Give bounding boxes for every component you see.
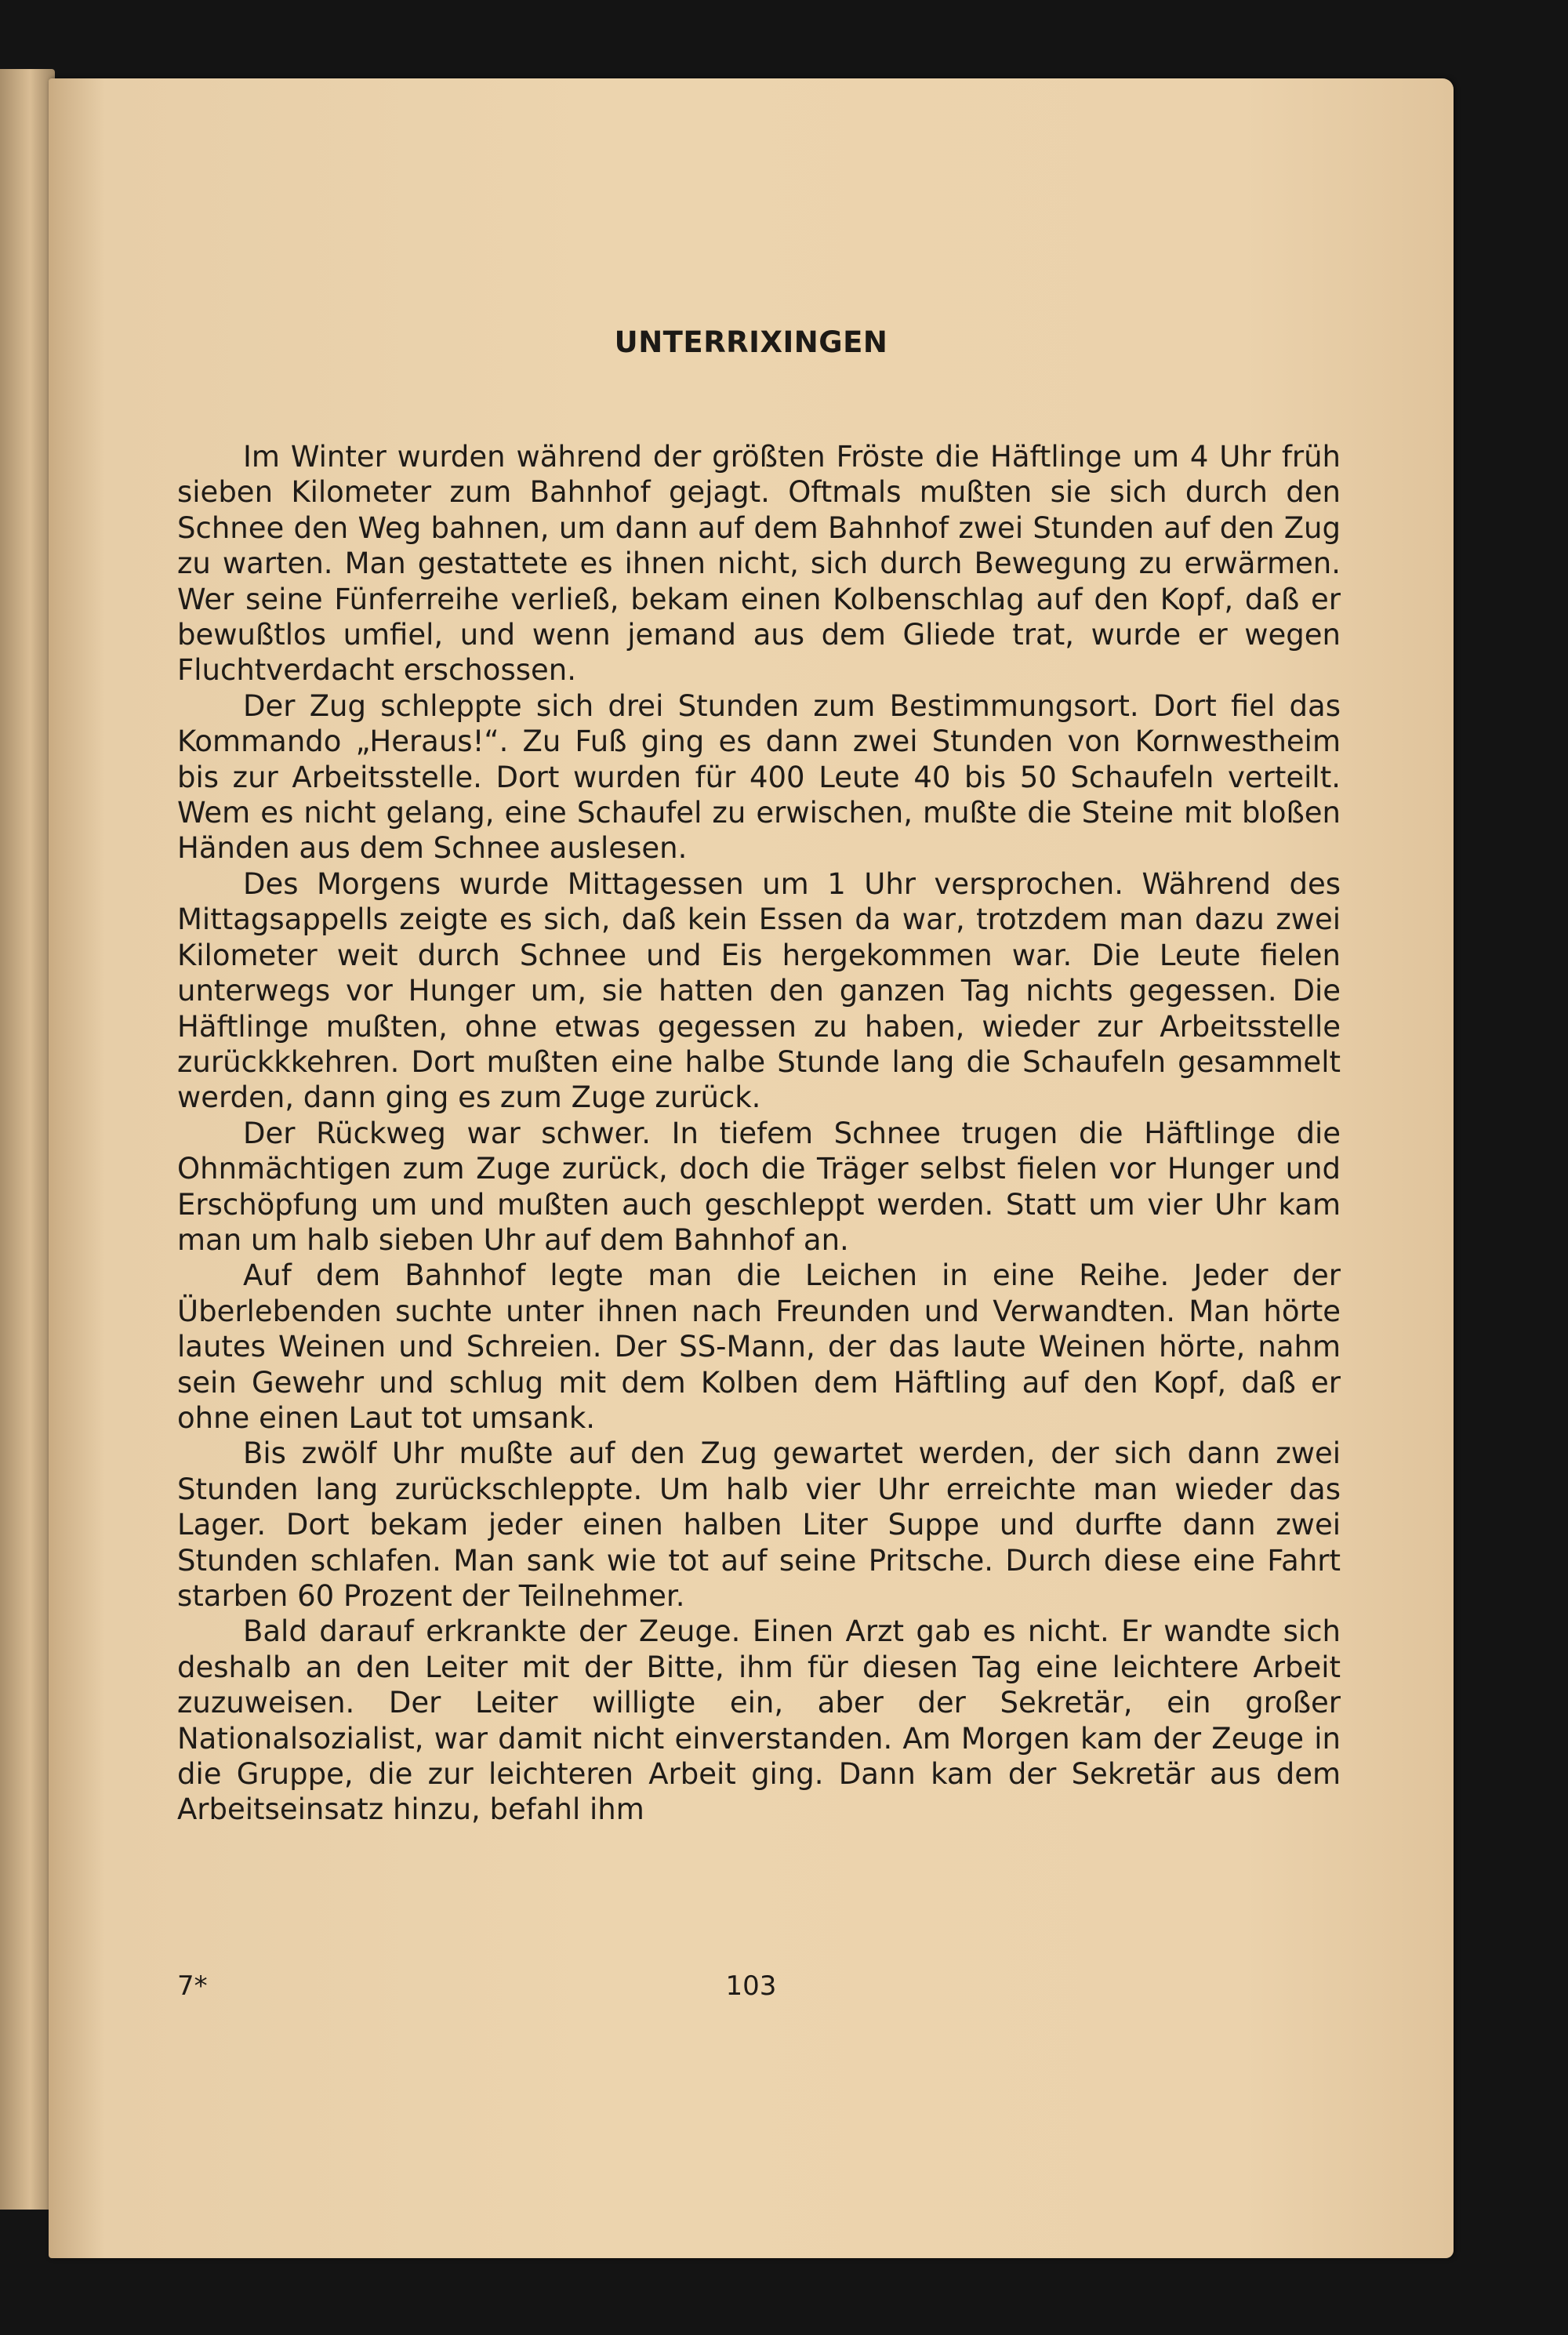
signature-mark: 7* xyxy=(177,1970,208,2002)
paragraph: Der Rückweg war schwer. In tiefem Schnee trugen die Häftlinge die Ohnmächtigen zum Zuge zurück, doch die Träger selbst fielen vor Hunger und Erschöpfung um und mußten auch geschleppt werden. Statt um vier Uhr kam man um halb sieben Uhr auf dem Bahnhof an. xyxy=(177,1116,1341,1257)
paragraph: Der Zug schleppte sich drei Stunden zum Bestimmungsort. Dort fiel das Kommando „Heraus!“. Zu Fuß ging es dann zwei Stunden von Kornwestheim bis zur Arbeitsstelle. Dort wurden für 400 Leute 40 bis 50 Schaufeln verteilt. Wem es nicht gelang, eine Schaufel zu erwischen, mußte die Steine mit bloßen Händen aus dem Schnee auslesen. xyxy=(177,688,1341,866)
paragraph: Bis zwölf Uhr mußte auf den Zug gewartet werden, der sich dann zwei Stunden lang zurückschleppte. Um halb vier Uhr erreichte man wieder das Lager. Dort bekam jeder einen halben Liter Suppe und durfte dann zwei Stunden schlafen. Man sank wie tot auf seine Pritsche. Durch diese eine Fahrt starben 60 Prozent der Teilnehmer. xyxy=(177,1436,1341,1613)
paragraph: Des Morgens wurde Mittagessen um 1 Uhr versprochen. Während des Mittagsappells zeigte es sich, daß kein Essen da war, trotzdem man dazu zwei Kilometer weit durch Schnee und Eis hergekommen war. Die Leute fielen unterwegs vor Hunger um, sie hatten den ganzen Tag nichts gegessen. Die Häftlinge mußten, ohne etwas gegessen zu haben, wieder zur Arbeitsstelle zurückkkehren. Dort mußten eine halbe Stunde lang die Schaufeln gesammelt werden, dann ging es zum Zuge zurück. xyxy=(177,866,1341,1115)
facing-page-edge xyxy=(0,69,55,2210)
page-number: 103 xyxy=(725,1970,777,2002)
book-page xyxy=(49,78,1454,2258)
paragraph: Auf dem Bahnhof legte man die Leichen in eine Reihe. Jeder der Überlebenden suchte unter ihnen nach Freunden und Verwandten. Man hörte lautes Weinen und Schreien. Der SS-Mann, der das laute Weinen hörte, nahm sein Gewehr und schlug mit dem Kolben dem Häftling auf den Kopf, daß er ohne einen Laut tot umsank. xyxy=(177,1258,1341,1435)
body-text xyxy=(177,439,1341,1828)
paragraph: Bald darauf erkrankte der Zeuge. Einen Arzt gab es nicht. Er wandte sich deshalb an den Leiter mit der Bitte, ihm für diesen Tag eine leichtere Arbeit zuzuweisen. Der Leiter willigte ein, aber der Sekretär, ein großer Nationalsozialist, war damit nicht einverstanden. Am Morgen kam der Zeuge in die Gruppe, die zur leichteren Arbeit ging. Dann kam der Sekretär aus dem Arbeitseinsatz hinzu, befahl ihm xyxy=(177,1614,1341,1827)
chapter-title: UNTERRIXINGEN xyxy=(614,325,888,359)
paragraph: Im Winter wurden während der größten Fröste die Häftlinge um 4 Uhr früh sieben Kilometer zum Bahnhof gejagt. Oftmals mußten sie sich durch den Schnee den Weg bahnen, um dann auf dem Bahnhof zwei Stunden auf den Zug zu warten. Man gestattete es ihnen nicht, sich durch Bewegung zu erwärmen. Wer seine Fünferreihe verließ, bekam einen Kolbenschlag auf den Kopf, daß er bewußtlos umfiel, und wenn jemand aus dem Gliede trat, wurde er wegen Fluchtverdacht erschossen. xyxy=(177,440,1341,688)
